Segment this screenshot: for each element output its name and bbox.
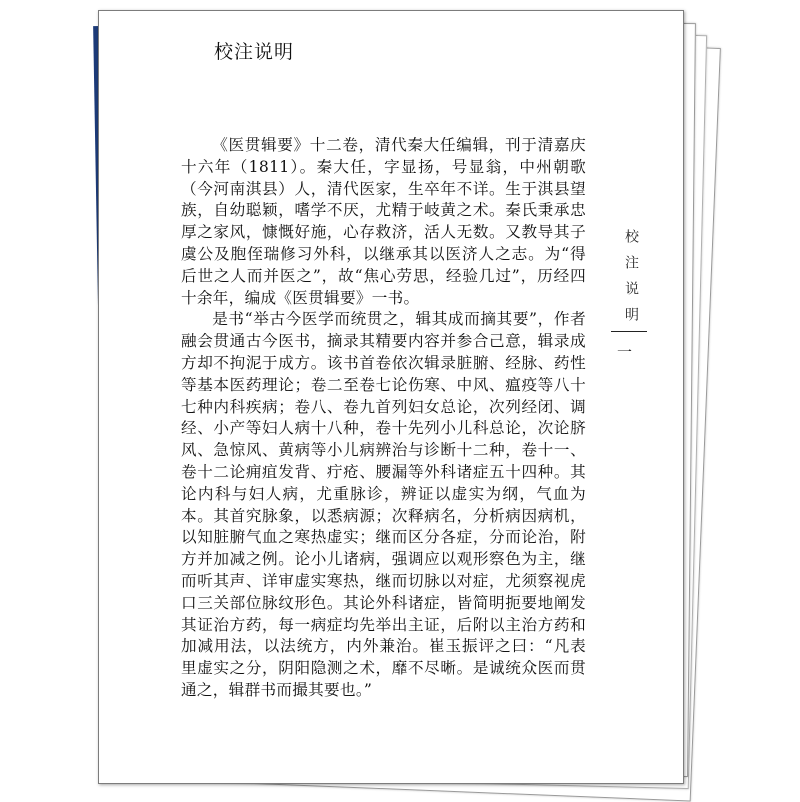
page-number: 一 (617, 343, 633, 361)
page-heading: 校注说明 (214, 41, 295, 63)
body-text (181, 135, 586, 702)
document-page (98, 10, 684, 784)
side-rule-divider (611, 331, 647, 332)
side-running-title: 校注说明 (623, 229, 639, 333)
paragraph-1: 《医贯辑要》十二卷，清代秦大任编辑，刊于清嘉庆十六年（1811）。秦大任，字显扬，号显翁，中州朝歌（今河南淇县）人，清代医家，生卒年不详。生于淇县望族，自幼聪颖，嗜学不厌，尤精于岐黄之术。秦氏秉承忠厚之家风，慷慨好施，心存救济，活人无数。又教导其子虞公及胞侄瑞修习外科，以继承其以医济人之志。为“得后世之人而并医之”，故“焦心劳思，经验几过”，历经四十余年，编成《医贯辑要》一书。 (181, 136, 586, 307)
paragraph-2: 是书“举古今医学而统贯之，辑其成而摘其要”，作者融会贯通古今医书，摘录其精要内容并参合己意，辑录成方却不拘泥于成方。该书首卷依次辑录脏腑、经脉、药性等基本医药理论；卷二至卷七论伤寒、中风、瘟疫等八十七种内科疾病；卷八、卷九首列妇女总论，次列经闭、调经、小产等妇人病十八种，卷十先列小儿科总论，次论脐风、急惊风、黄病等小儿病辨治与诊断十二种，卷十一、卷十二论痈疽发背、疔疮、腰漏等外科诸症五十四种。其论内科与妇人病，尤重脉诊，辨证以虚实为纲，气血为本。其首究脉象，以悉病源；次释病名，分析病因病机，以知脏腑气血之寒热虚实；继而区分各症，分而论治，附方并加减之例。论小儿诸病，强调应以观形察色为主，继而听其声、详审虚实寒热，继而切脉以对症，尤须察视虎口三关部位脉纹形色。其论外科诸症，皆简明扼要地阐发其证治方药，每一病症均先举出主证，后附以主治方药和加减用法，以法统方，内外兼治。崔玉振评之曰：“凡表里虚实之分，阴阳隐测之术，靡不尽晰。是诚统众医而贯通之，辑群书而撮其要也。” (181, 310, 586, 699)
